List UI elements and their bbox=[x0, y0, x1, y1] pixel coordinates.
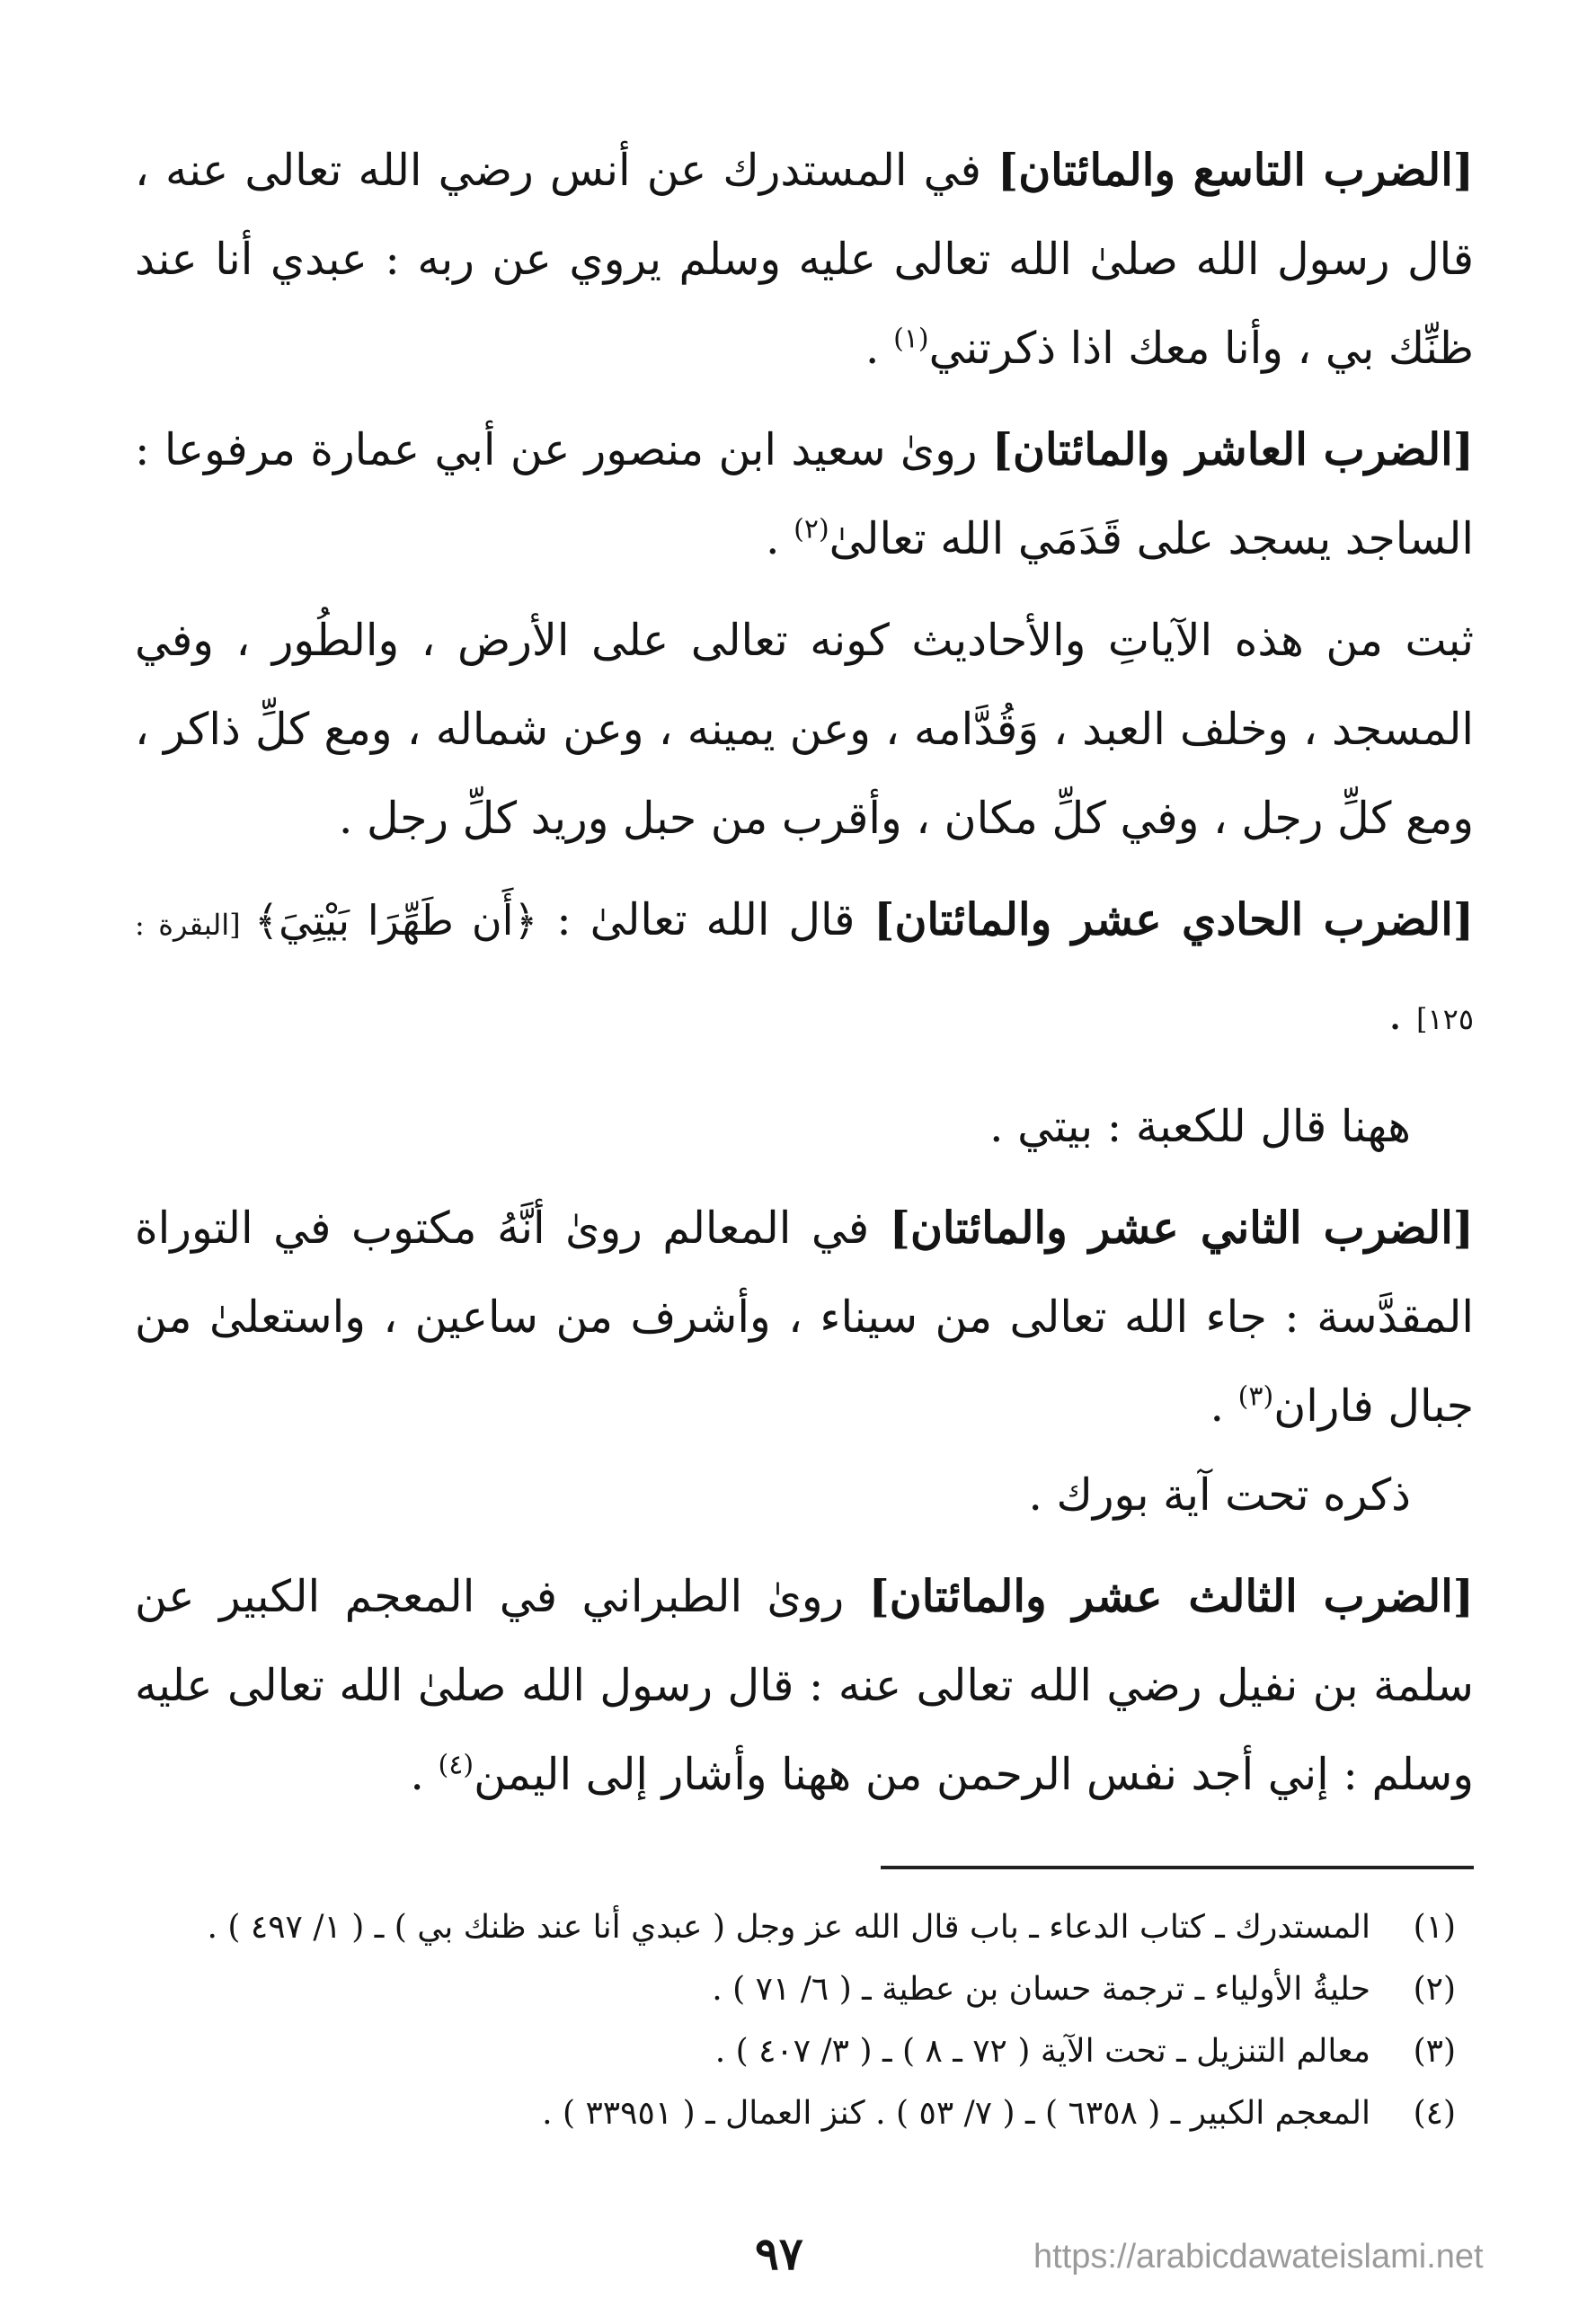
paragraph-text: في المستدرك عن أنس رضي الله تعالى عنه ، قال رسول الله صلىٰ الله تعالى عليه وسلم يروي عن ربه : عبدي أنا عند ظنِّك بي ، وأنا معك اذا ذكرتني bbox=[135, 145, 1474, 374]
footnote-text: حليةُ الأولياء ـ ترجمة حسان بن عطية ـ ( ٦/ ٧١ ) . bbox=[712, 1971, 1370, 2008]
footnote-item bbox=[135, 1896, 1474, 1958]
footnote-text: معالم التنزيل ـ تحت الآية ( ٧٢ ـ ٨ ) ـ ( ٣/ ٤٠٧ ) . bbox=[714, 2033, 1370, 2070]
paragraph-text: روىٰ سعيد ابن منصور عن أبي عمارة مرفوعا : الساجد يسجد على قَدَمَي الله تعالىٰ bbox=[135, 424, 1474, 564]
footnote-item bbox=[135, 2020, 1474, 2082]
paragraph-text: في المعالم روىٰ أنَّهُ مكتوب في التوراة المقدَّسة : جاء الله تعالى من سيناء ، وأشرف من ساعين ، واستعلىٰ من جبال فاران bbox=[135, 1202, 1474, 1432]
paragraph-text: ذكره تحت آية بورك . bbox=[1028, 1469, 1411, 1521]
paragraph-211 bbox=[135, 875, 1474, 1064]
section-heading: [الضرب الثالث عشر والمائتان] bbox=[868, 1570, 1474, 1622]
footnote-number: (٤) bbox=[1413, 2095, 1456, 2132]
quran-reference: [البقرة : ١٢٥] bbox=[135, 908, 1474, 1036]
footnote-ref[interactable]: (١) bbox=[893, 323, 929, 355]
paragraph-210 bbox=[135, 405, 1474, 583]
paragraph-209 bbox=[135, 126, 1474, 393]
main-text bbox=[135, 126, 1474, 1832]
footnote-ref[interactable]: (٢) bbox=[794, 513, 829, 546]
paragraph-213 bbox=[135, 1552, 1474, 1819]
footnote-divider bbox=[881, 1866, 1474, 1869]
paragraph-212 bbox=[135, 1184, 1474, 1451]
paragraph-end: . bbox=[1388, 989, 1416, 1040]
footnotes bbox=[135, 1896, 1474, 2144]
section-heading: [الضرب الثاني عشر والمائتان] bbox=[889, 1202, 1474, 1254]
page-number: ٩٧ bbox=[755, 2227, 803, 2280]
footnote-text: المستدرك ـ كتاب الدعاء ـ باب قال الله عز وجل ( عبدي أنا عند ظنك بي ) ـ ( ١/ ٤٩٧ ) . bbox=[207, 1909, 1370, 1946]
footnote-ref[interactable]: (٣) bbox=[1237, 1380, 1274, 1413]
section-heading: [الضرب التاسع والمائتان] bbox=[998, 144, 1474, 196]
paragraph-text: ثبت من هذه الآياتِ والأحاديث كونه تعالى على الأرض ، والطُور ، وفي المسجد ، وخلف العبد ، وَقُدَّامه ، وعن يمينه ، وعن شماله ، ومع كلِّ ذاكر ، ومع كلِّ رجل ، وفي كلِّ مكان ، وأقرب من حبل وريد كلِّ رجل . bbox=[135, 615, 1474, 844]
footnote-item bbox=[135, 2082, 1474, 2144]
paragraph-end: . bbox=[864, 323, 894, 374]
footnote-number: (١) bbox=[1413, 1909, 1456, 1946]
paragraph-summary bbox=[135, 596, 1474, 863]
paragraph-text: ههنا قال للكعبة : بيتي . bbox=[989, 1101, 1411, 1152]
paragraph-end: . bbox=[1210, 1380, 1238, 1432]
watermark-url[interactable]: https://arabicdawateislami.net bbox=[1033, 2238, 1484, 2276]
paragraph-end: . bbox=[765, 513, 794, 564]
paragraph-end: . bbox=[410, 1749, 439, 1800]
footnote-number: (٣) bbox=[1413, 2033, 1456, 2070]
paragraph-text: قال الله تعالىٰ : bbox=[537, 894, 874, 945]
paragraph-burik bbox=[135, 1451, 1474, 1539]
footnote-number: (٢) bbox=[1413, 1971, 1456, 2008]
section-heading: [الضرب العاشر والمائتان] bbox=[991, 423, 1474, 475]
footnote-ref[interactable]: (٤) bbox=[438, 1749, 474, 1781]
paragraph-text: روىٰ الطبراني في المعجم الكبير عن سلمة بن نفيل رضي الله تعالى عنه : قال رسول الله صلىٰ الله تعالى عليه وسلم : إني أجد نفس الرحمن من ههنا وأشار إلى اليمن bbox=[135, 1571, 1474, 1800]
paragraph-kaaba bbox=[135, 1082, 1474, 1171]
section-heading: [الضرب الحادي عشر والمائتان] bbox=[873, 893, 1475, 945]
footnote-item bbox=[135, 1958, 1474, 2020]
quran-verse: ﴿أَن طَهِّرَا بَيْتِيَ﴾ bbox=[254, 896, 538, 945]
footnote-text: المعجم الكبير ـ ( ٦٣٥٨ ) ـ ( ٧/ ٥٣ ) . كنز العمال ـ ( ٣٣٩٥١ ) . bbox=[542, 2095, 1370, 2132]
